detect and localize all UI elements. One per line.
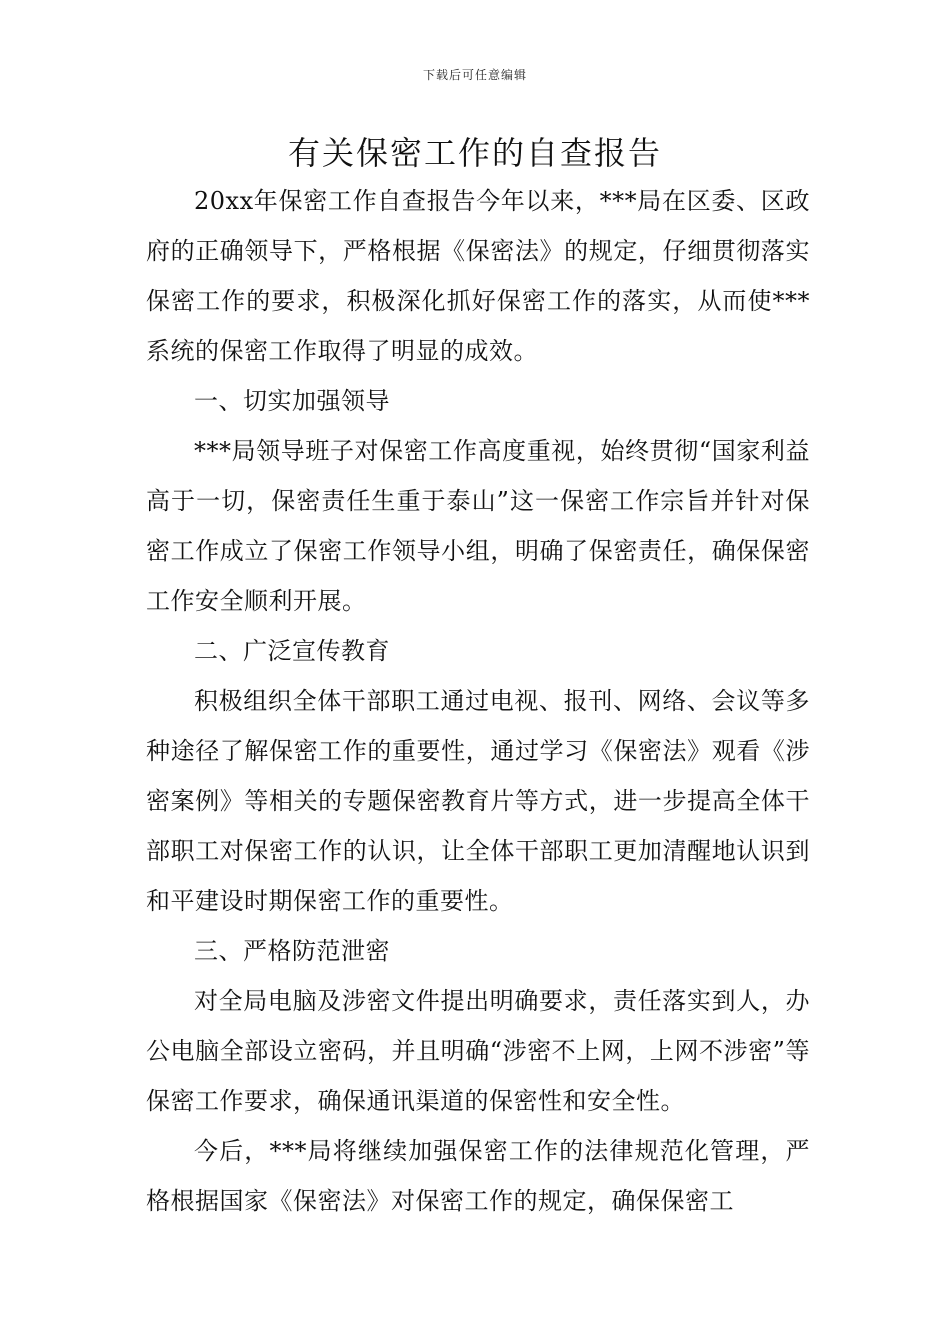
paragraph-education: 积极组织全体干部职工通过电视、报刊、网络、会议等多种途径了解保密工作的重要性，通过学习《保密法》观看《涉密案例》等相关的专题保密教育片等方式，进一步提高全体干部职工对保密工作的认识，让全体干部职工更加清醒地认识到和平建设时期保密工作的重要性。 <box>146 687 810 915</box>
section-heading-1: 一、切实加强领导 <box>194 387 390 415</box>
paragraph-future: 今后，***局将继续加强保密工作的法律规范化管理，严格根据国家《保密法》对保密工作的规定，确保保密工 <box>146 1137 810 1215</box>
document-body <box>146 176 810 1226</box>
header-note: 下载后可任意编辑 <box>422 68 527 82</box>
section-heading-3: 三、严格防范泄密 <box>194 937 390 965</box>
section-heading-2: 二、广泛宣传教育 <box>194 637 390 665</box>
paragraph-intro: 20xx年保密工作自查报告今年以来，***局在区委、区政府的正确领导下，严格根据《保密法》的规定，仔细贯彻落实保密工作的要求，积极深化抓好保密工作的落实，从而使***系统的保密工作取得了明显的成效。 <box>146 187 810 365</box>
paragraph-leadership: ***局领导班子对保密工作高度重视，始终贯彻“国家利益高于一切，保密责任生重于泰山”这一保密工作宗旨并针对保密工作成立了保密工作领导小组，明确了保密责任，确保保密工作安全顺利开展。 <box>146 437 810 615</box>
document-title: 有关保密工作的自查报告 <box>287 134 662 172</box>
paragraph-prevention: 对全局电脑及涉密文件提出明确要求，责任落实到人，办公电脑全部设立密码，并且明确“涉密不上网，上网不涉密”等保密工作要求，确保通讯渠道的保密性和安全性。 <box>146 987 810 1115</box>
